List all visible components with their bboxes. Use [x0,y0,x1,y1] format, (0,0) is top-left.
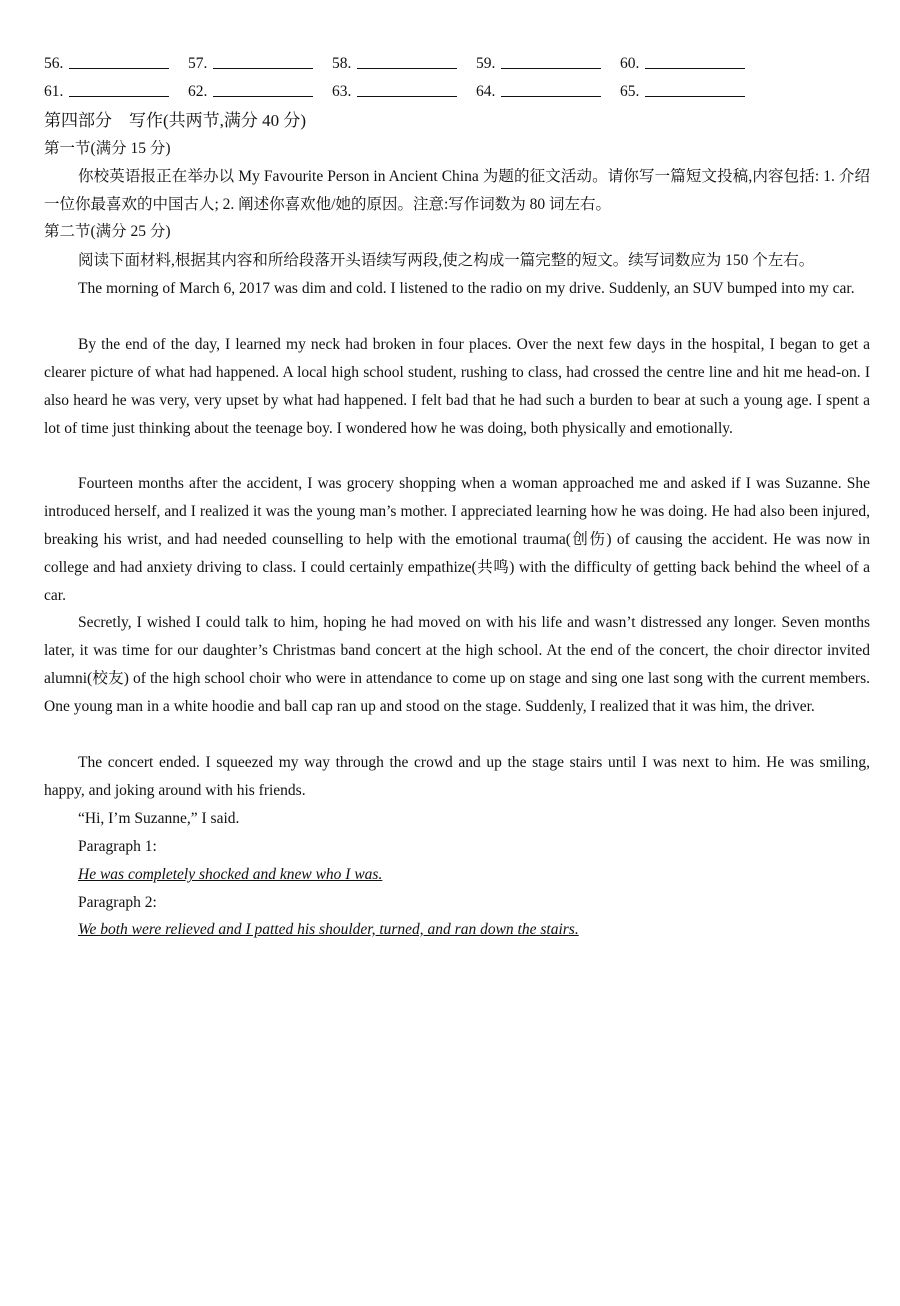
blank-line[interactable] [69,54,169,69]
answer-blank-60[interactable]: 60. [620,54,745,74]
blank-line[interactable] [213,82,313,97]
answer-blank-63[interactable]: 63. [332,82,457,102]
paragraph1-label: Paragraph 1: [78,838,157,855]
answer-blank-56[interactable]: 56. [44,54,169,74]
part4-title: 第四部分 写作(共两节,满分 40 分) [44,111,307,130]
section1-title: 第一节(满分 15 分) [44,140,171,157]
section2-instruction: 阅读下面材料,根据其内容和所给段落开头语续写两段,使之构成一篇完整的短文。续写词数应为 150 个左右。 [78,252,815,269]
blank-line[interactable] [501,82,601,97]
answer-blank-59[interactable]: 59. [476,54,601,74]
answer-blank-58[interactable]: 58. [332,54,457,74]
blank-line[interactable] [645,82,745,97]
answer-blank-61[interactable]: 61. [44,82,169,102]
blank-line[interactable] [357,82,457,97]
blank-line[interactable] [213,54,313,69]
story-paragraph-2: By the end of the day, I learned my neck had broken in four places. Over the next few days in the hospital, I began to get a clearer picture of what had happened. A local high school student, rushing to class, had crossed the centre line and hit me head-on. I also heard he was very, very upset by what had happened. I felt bad that he had such a burden to bear at such a young age. I spent a lot of time just thinking about the teenage boy. I wondered how he was doing, both physically and emotionally. [44,336,870,437]
paragraph2-start-sentence: We both were relieved and I patted his shoulder, turned, and ran down the stairs. [78,921,579,938]
story-paragraph-5: The concert ended. I squeezed my way through the crowd and up the stage stairs until I was next to him. He was smiling, happy, and joking around with his friends. [44,754,870,799]
answer-blank-57[interactable]: 57. [188,54,313,74]
section1-prompt: 你校英语报正在举办以 My Favourite Person in Ancient China 为题的征文活动。请你写一篇短文投稿,内容包括: 1. 介绍一位你最喜欢的中国古人; 2. 阐述你喜欢他/她的原因。注意:写作词数为 80 词左右。 [44,168,870,213]
answer-blank-62[interactable]: 62. [188,82,313,102]
paragraph1-start-sentence: He was completely shocked and knew who I was. [78,866,383,883]
blank-line[interactable] [645,54,745,69]
blank-line[interactable] [357,54,457,69]
blank-line[interactable] [69,82,169,97]
answer-blank-65[interactable]: 65. [620,82,745,102]
story-paragraph-1: The morning of March 6, 2017 was dim and cold. I listened to the radio on my drive. Suddenly, an SUV bumped into my car. [78,280,855,297]
answer-blank-64[interactable]: 64. [476,82,601,102]
paragraph2-label: Paragraph 2: [78,894,157,911]
blank-line[interactable] [501,54,601,69]
section2-title: 第二节(满分 25 分) [44,223,171,240]
story-paragraph-3: Fourteen months after the accident, I was grocery shopping when a woman approached me and asked if I was Suzanne. She introduced herself, and I realized it was the young man’s mother. I appreciated learning how he was doing. He had also been injured, breaking his wrist, and had needed counselling to help with the emotional trauma(创伤) of causing the accident. He was now in college and had anxiety driving to class. I could certainly empathize(共鸣) with the difficulty of getting back behind the wheel of a car. [44,475,870,604]
story-paragraph-4: Secretly, I wished I could talk to him, hoping he had moved on with his life and wasn’t distressed any longer. Seven months later, it was time for our daughter’s Christmas band concert at the high school. At the end of the concert, the choir director invited alumni(校友) of the high school choir who were in attendance to come up on stage and sing one last song with the current members. One young man in a white hoodie and ball cap ran up and stood on the stage. Suddenly, I realized that it was him, the driver. [44,614,870,715]
story-quote: “Hi, I’m Suzanne,” I said. [78,810,240,827]
